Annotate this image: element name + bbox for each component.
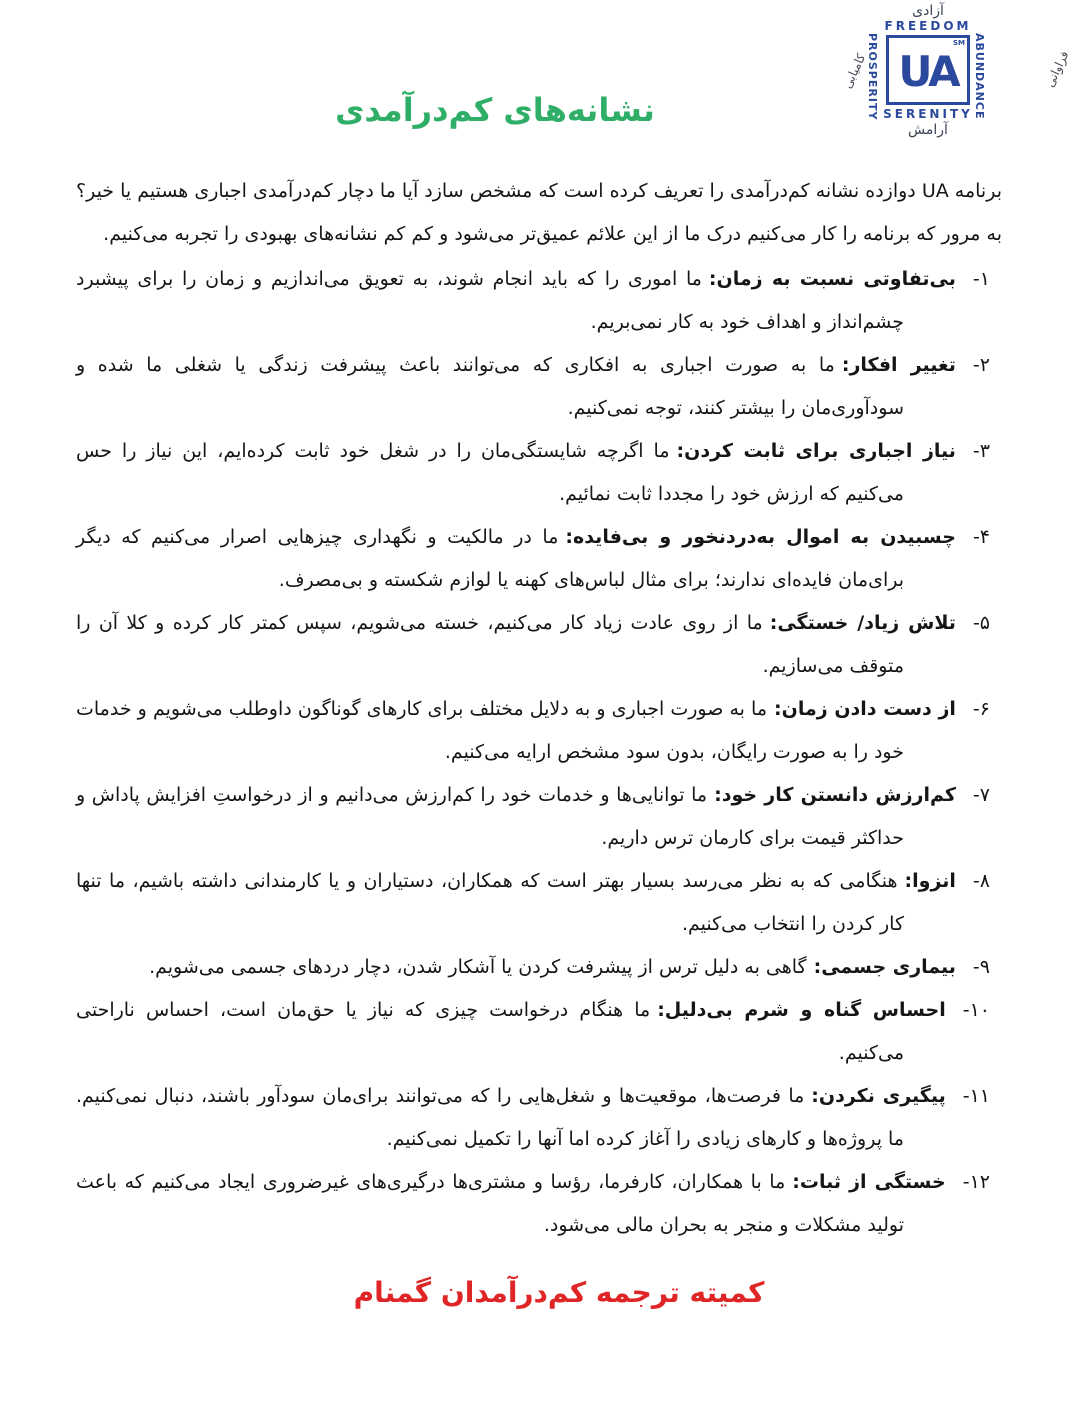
symptom-text: ما در مالکیت و نگهداری چیزهایی اصرار می‌کنیم که دیگر برای‌مان فایده‌ای ندارند؛ برای مثال لباس‌های کهنه یا لوازم شکسته و بی‌مصرف.: [76, 526, 904, 591]
symptom-text: ما از روی عادت زیاد کار می‌کنیم، خسته می‌شویم، سپس کمتر کار کرده و کلا آن را متوقف می‌سازیم.: [76, 612, 904, 677]
symptom-number: ۸-: [972, 870, 990, 892]
symptom-text: هنگامی که به نظر می‌رسد بسیار بهتر است که همکاران، دستیاران و یا کارمندانی داشته باشیم، ما تنها کار کردن را انتخاب می‌کنیم.: [76, 870, 904, 935]
symptom-text: ما هنگام درخواست چیزی که نیاز یا حق‌مان است، احساس ناراحتی می‌کنیم.: [76, 999, 904, 1064]
symptom-title: از دست دادن زمان:: [774, 698, 956, 720]
symptom-item-4: [76, 516, 990, 602]
logo-freedom-label: FREEDOM: [884, 19, 972, 33]
symptom-item-5: [76, 602, 990, 688]
symptom-text: ما اگرچه شایستگی‌مان را در شغل خود ثابت کرده‌ایم، این نیاز را حس می‌کنیم که ارزش خود را مجددا ثابت نمائیم.: [76, 440, 904, 505]
symptom-title: بی‌تفاوتی نسبت به زمان:: [708, 268, 956, 290]
logo-freedom-farsi-label: آزادی: [912, 3, 944, 19]
symptom-title: نیاز اجباری برای ثابت کردن:: [676, 440, 956, 462]
symptom-item-8: [76, 860, 990, 946]
symptom-number: ۲-: [972, 354, 990, 376]
symptom-number: ۱-: [972, 268, 990, 290]
symptom-item-1: [76, 258, 990, 344]
logo-prosperity-farsi-label: کامیابی: [840, 51, 869, 91]
symptom-number: ۵-: [972, 612, 991, 634]
symptom-number: ۴-: [972, 526, 991, 548]
symptom-title: خستگی از ثبات:: [792, 1171, 946, 1193]
logo-abundance-farsi-label: فراوانی: [1042, 48, 1072, 90]
symptom-item-2: [76, 344, 990, 430]
symptom-title: چسبیدن به اموال به‌دردنخور و بی‌فایده:: [565, 526, 956, 548]
symptom-item-10: [76, 989, 990, 1075]
logo-ua-monogram: UA: [898, 46, 958, 96]
symptom-title: کم‌ارزش دانستن کار خود:: [714, 784, 956, 806]
symptom-text: ما به صورت اجباری و به دلایل مختلف برای کارهای گوناگون داوطلب می‌شویم و خدمات خود را به صورت رایگان، بدون سود مشخص ارایه می‌کنیم.: [76, 698, 904, 763]
symptom-item-7: [76, 774, 990, 860]
logo-sm-trademark: SM: [952, 39, 965, 47]
translation-committee-footer: کمیته ترجمه کم‌درآمدان گمنام: [353, 1276, 765, 1309]
symptom-number: ۷-: [972, 784, 990, 806]
document-body: [76, 170, 1002, 1314]
symptom-number: ۱۰-: [962, 999, 990, 1021]
symptom-item-3: [76, 430, 990, 516]
symptom-text: ما اموری را که باید انجام شوند، به تعویق می‌اندازیم و زمان را برای پیشبرد چشم‌انداز و اهداف خود به کار نمی‌بریم.: [76, 268, 904, 333]
symptom-number: ۶-: [972, 698, 990, 720]
symptom-item-12: [76, 1161, 990, 1247]
symptom-text: ما با همکاران، کارفرما، رؤسا و مشتری‌ها درگیری‌های غیرضروری ایجاد می‌کنیم که باعث تولید مشکلات و منجر به بحران مالی می‌شود.: [76, 1171, 904, 1236]
symptom-item-9: [76, 946, 990, 989]
symptom-title: انزوا:: [904, 870, 956, 892]
symptom-item-11: [76, 1075, 990, 1161]
page-title: نشانه‌های کم‌درآمدی: [335, 91, 655, 130]
logo-prosperity-label: PROSPERITY: [866, 33, 879, 121]
symptom-number: ۱۱-: [962, 1085, 990, 1107]
intro-paragraph: برنامه UA دوازده نشانه کم‌درآمدی را تعریف کرده است که مشخص سازد آیا ما دچار کم‌درآمدی اجباری هستیم یا خیر؟ به مرور که برنامه را کار می‌کنیم درک ما از این علائم عمیق‌تر می‌شود و کم کم نشانه‌های بهبودی را تجربه می‌کنیم.: [76, 180, 1002, 245]
symptom-title: احساس گناه و شرم بی‌دلیل:: [657, 999, 946, 1021]
symptom-title: تلاش زیاد/ خستگی:: [769, 612, 956, 634]
symptom-item-6: [76, 688, 990, 774]
symptom-text: ما توانایی‌ها و خدمات خود را کم‌ارزش می‌دانیم و از درخواستِ افزایش پاداش و حداکثر قیمت برای کارمان ترس داریم.: [76, 784, 904, 849]
logo-serenity-farsi-label: آرامش: [908, 122, 948, 138]
symptom-text: گاهی به دلیل ترس از پیشرفت کردن یا آشکار شدن، دچار دردهای جسمی می‌شویم.: [149, 956, 807, 978]
logo-serenity-label: SERENITY: [883, 107, 973, 121]
symptom-title: پیگیری نکردن:: [811, 1085, 946, 1107]
symptom-title: بیماری جسمی:: [813, 956, 956, 978]
symptom-number: ۹-: [972, 956, 990, 978]
symptom-number: ۱۲-: [962, 1171, 990, 1193]
symptom-title: تغییر افکار:: [841, 354, 956, 376]
symptoms-list: [76, 258, 1002, 1247]
symptom-number: ۳-: [972, 440, 990, 462]
symptom-text: ما فرصت‌ها، موقعیت‌ها و شغل‌هایی را که می‌توانند برای‌مان سودآور باشند، دنبال نمی‌کنیم. ما پروژه‌ها و کارهای زیادی را آغاز کرده اما آنها را تکمیل نمی‌کنیم.: [76, 1085, 904, 1150]
symptom-text: ما به صورت اجباری به افکاری که می‌توانند باعث پیشرفت زندگی یا شغلی ما شده و سودآوری‌مان را بیشتر کنند، توجه نمی‌کنیم.: [76, 354, 904, 419]
logo-abundance-label: ABUNDANCE: [973, 33, 986, 120]
